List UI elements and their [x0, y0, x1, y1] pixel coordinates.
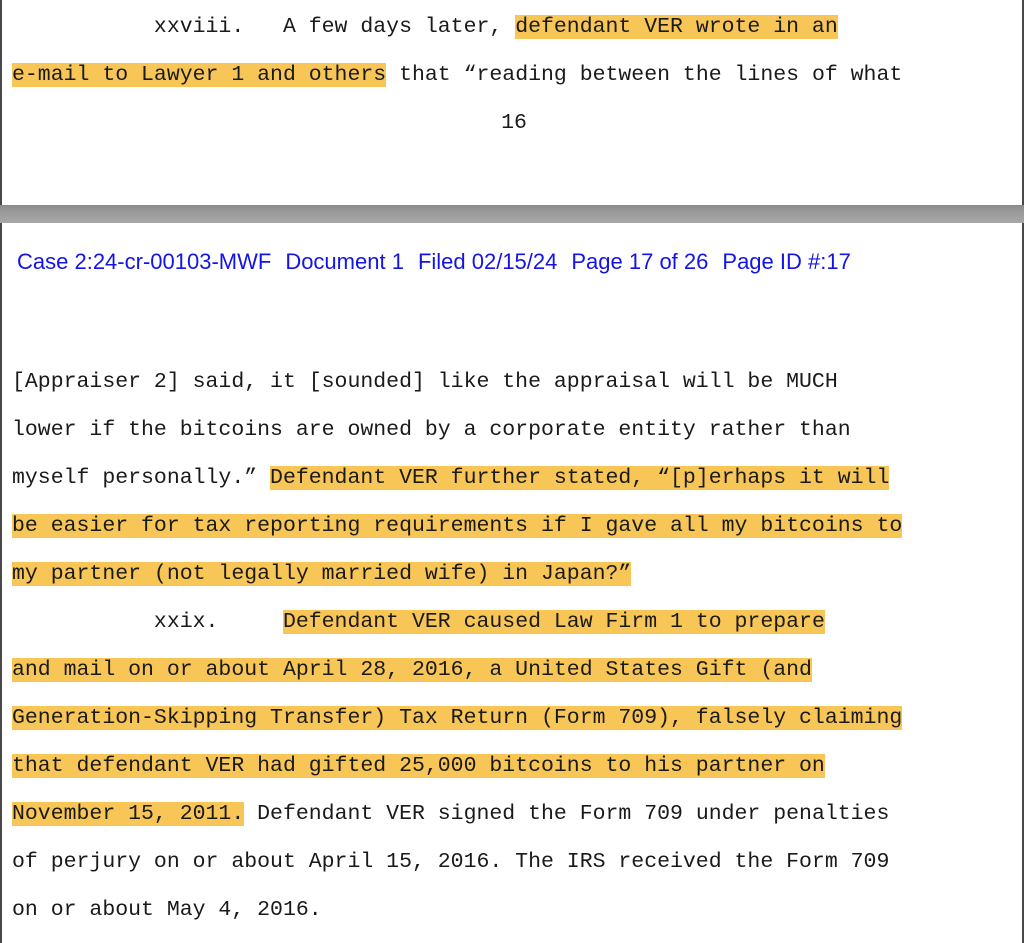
text-line: lower if the bitcoins are owned by a corporate entity rather than — [12, 418, 851, 442]
highlighted-text: Defendant VER caused Law Firm 1 to prepare — [282, 610, 825, 634]
text-line: [Appraiser 2] said, it [sounded] like the appraisal will be MUCH — [12, 370, 838, 394]
text-line — [12, 463, 889, 493]
highlighted-text: Generation-Skipping Transfer) Tax Return (Form 709), falsely claiming — [12, 706, 903, 730]
text-line — [12, 607, 825, 637]
text-line — [12, 559, 631, 589]
case-header — [17, 247, 865, 277]
text-segment: xxviii. A few days later, — [12, 15, 516, 39]
text-line — [12, 511, 902, 541]
text-line — [12, 12, 838, 42]
highlighted-text: that defendant VER had gifted 25,000 bitcoins to his partner on — [12, 754, 825, 778]
highlighted-text: defendant VER wrote in an — [515, 15, 838, 39]
highlighted-text: Defendant VER further stated, “[p]erhaps it will — [270, 466, 890, 490]
text-line — [12, 751, 825, 781]
text-segment: that “reading between the lines of what — [386, 63, 903, 87]
document-page-16 — [0, 0, 1024, 205]
highlighted-text: be easier for tax reporting requirements if I gave all my bitcoins to — [12, 514, 903, 538]
text-segment: myself personally.” — [12, 466, 271, 490]
document-number: Document 1 — [285, 249, 404, 274]
text-line — [12, 655, 812, 685]
text-line: of perjury on or about April 15, 2016. The IRS received the Form 709 — [12, 850, 890, 874]
highlighted-text: November 15, 2011. — [12, 802, 245, 826]
text-line — [12, 799, 889, 829]
text-segment: Defendant VER signed the Form 709 under penalties — [244, 802, 890, 826]
filed-date: Filed 02/15/24 — [417, 249, 558, 274]
highlighted-text: e-mail to Lawyer 1 and others — [12, 63, 387, 87]
page-count: Page 17 of 26 — [571, 249, 709, 274]
highlighted-text: my partner (not legally married wife) in Japan?” — [12, 562, 632, 586]
text-line — [12, 60, 902, 90]
page-number: 16 — [501, 111, 527, 135]
text-line: on or about May 4, 2016. — [12, 898, 322, 922]
highlighted-text: and mail on or about April 28, 2016, a United States Gift (and — [12, 658, 812, 682]
text-segment: xxix. — [12, 610, 283, 634]
case-number: Case 2:24-cr-00103-MWF — [17, 249, 272, 274]
document-page-17 — [0, 223, 1024, 943]
page-separator — [0, 205, 1024, 223]
text-line — [12, 703, 902, 733]
page-id: Page ID #:17 — [722, 249, 851, 274]
